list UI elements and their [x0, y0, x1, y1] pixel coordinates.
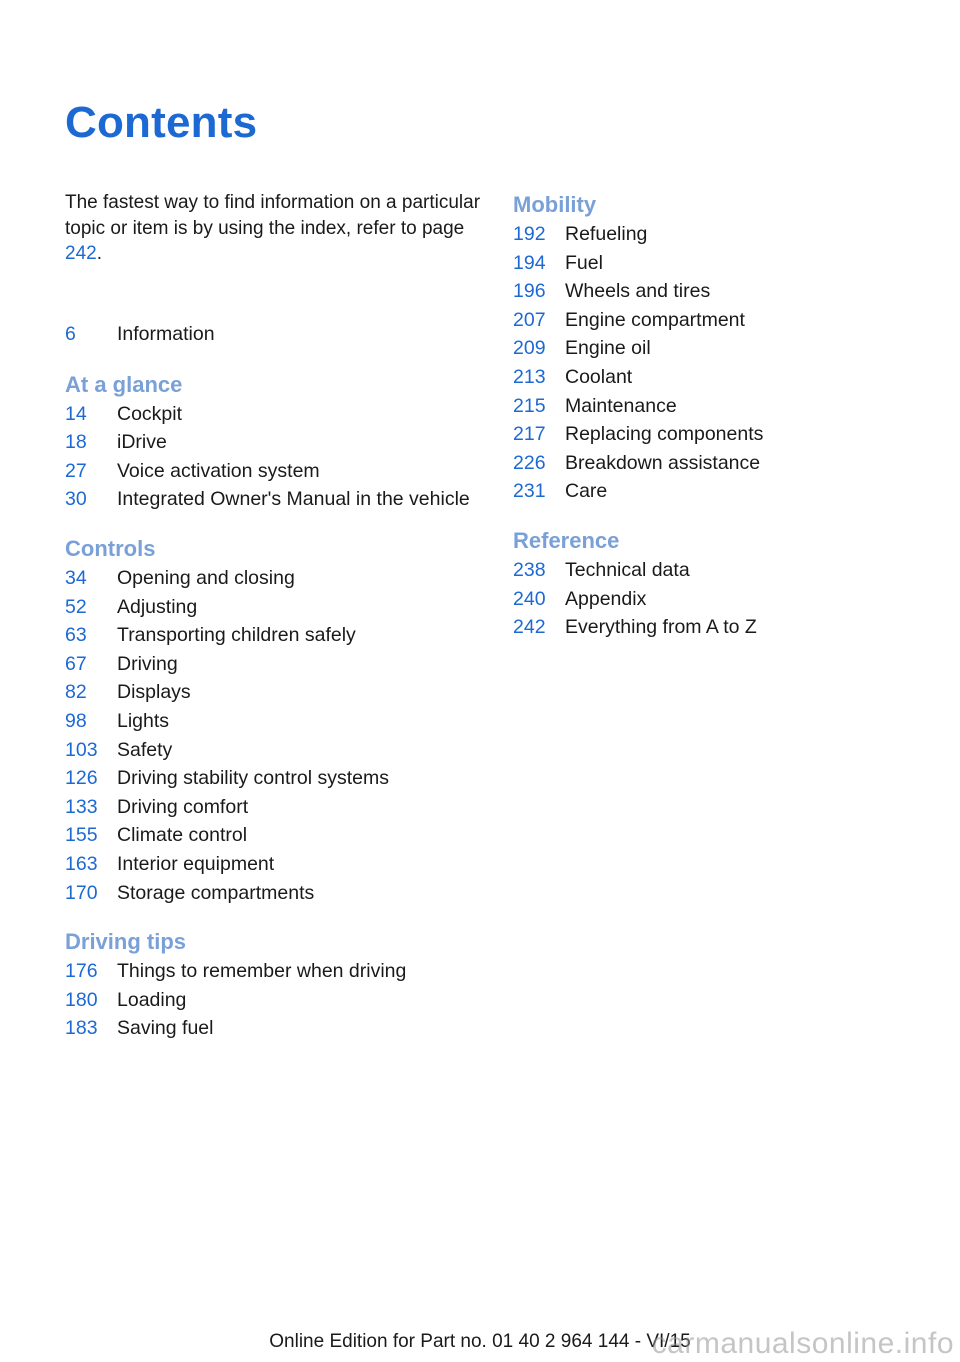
toc-page-number[interactable]: 217: [513, 423, 546, 446]
toc-page-number[interactable]: 207: [513, 308, 546, 331]
toc-page-number[interactable]: 63: [65, 624, 87, 647]
toc-section: [513, 190, 913, 506]
section-heading: Mobility: [513, 192, 597, 217]
toc-page-number[interactable]: 242: [513, 616, 546, 639]
toc-page-number[interactable]: 215: [513, 394, 546, 417]
toc-page-number[interactable]: 209: [513, 337, 546, 360]
toc-entry[interactable]: [513, 334, 913, 363]
toc-entry-title[interactable]: Driving stability control systems: [117, 767, 389, 790]
toc-entry[interactable]: [65, 485, 485, 514]
toc-list: [65, 957, 485, 1043]
toc-entry-title[interactable]: Appendix: [565, 587, 647, 610]
toc-page-number[interactable]: 192: [513, 223, 546, 245]
toc-page-number[interactable]: 155: [65, 824, 98, 847]
toc-entry[interactable]: [65, 850, 485, 879]
toc-entry[interactable]: [513, 249, 913, 278]
toc-entry-title[interactable]: Coolant: [565, 365, 633, 388]
toc-section: [513, 526, 913, 642]
toc-entry-title[interactable]: Engine compartment: [565, 308, 745, 331]
toc-entry-title[interactable]: Breakdown assistance: [565, 451, 761, 474]
intro-end: .: [96, 243, 102, 264]
section-heading: At a glance: [65, 371, 183, 397]
toc-entry-title[interactable]: Replacing components: [565, 423, 764, 446]
toc-page-number[interactable]: 6: [65, 323, 76, 345]
toc-section: [65, 534, 485, 907]
toc-entry-title[interactable]: Driving comfort: [117, 795, 249, 818]
toc-page-number[interactable]: 163: [65, 852, 98, 875]
toc-entry[interactable]: [513, 585, 913, 614]
toc-page-number[interactable]: 34: [65, 566, 87, 589]
toc-entry[interactable]: [65, 821, 485, 850]
toc-page-number[interactable]: 240: [513, 587, 546, 610]
toc-entry[interactable]: [513, 363, 913, 392]
toc-entry-title[interactable]: Integrated Owner's Manual in the vehicle: [117, 488, 470, 511]
toc-entry[interactable]: [65, 986, 485, 1015]
toc-entry-title[interactable]: Care: [565, 480, 608, 503]
toc-page-number[interactable]: 126: [65, 767, 98, 790]
toc-page-number[interactable]: 67: [65, 652, 87, 675]
toc-entry-title[interactable]: Safety: [117, 738, 173, 761]
right-column: [513, 190, 913, 662]
toc-entry-title[interactable]: Interior equipment: [117, 852, 275, 875]
toc-entry-title[interactable]: Everything from A to Z: [565, 616, 757, 639]
toc-page-number[interactable]: 133: [65, 795, 98, 818]
toc-entry-title[interactable]: Opening and closing: [117, 566, 295, 589]
toc-page-number[interactable]: 231: [513, 480, 546, 503]
toc-entry-title[interactable]: Driving: [117, 652, 178, 675]
toc-entry[interactable]: [65, 400, 485, 429]
left-sections: [65, 370, 485, 1043]
toc-entry-title[interactable]: Climate control: [117, 824, 248, 847]
toc-entry[interactable]: [65, 957, 485, 986]
toc-entry[interactable]: [65, 650, 485, 679]
section-heading: Controls: [65, 535, 156, 561]
toc-entry[interactable]: [513, 556, 913, 585]
toc-section: [65, 927, 485, 1043]
toc-entry-title[interactable]: Things to remember when driving: [117, 960, 407, 983]
toc-entry[interactable]: [65, 879, 485, 908]
toc-list: [513, 220, 913, 506]
toc-entry-title[interactable]: Lights: [117, 709, 170, 732]
toc-page-number[interactable]: 194: [513, 251, 546, 274]
section-heading: Driving tips: [65, 929, 187, 955]
toc-entry[interactable]: [65, 428, 485, 457]
watermark: carmanualsonline.info: [651, 1327, 954, 1360]
toc-entry-title[interactable]: Refueling: [565, 223, 648, 245]
left-column: [65, 190, 485, 1063]
toc-entry-title[interactable]: iDrive: [117, 431, 167, 454]
toc-page-number[interactable]: 196: [513, 280, 546, 303]
toc-entry-title[interactable]: Wheels and tires: [565, 280, 711, 303]
page-title: Contents: [65, 98, 258, 147]
toc-entry[interactable]: [513, 220, 913, 249]
toc-entry-title[interactable]: Loading: [117, 988, 187, 1011]
toc-entry-title[interactable]: Voice activation system: [117, 459, 320, 482]
toc-entry[interactable]: [65, 593, 485, 622]
toc-entry[interactable]: [513, 477, 913, 506]
toc-entry-title[interactable]: Saving fuel: [117, 1017, 214, 1040]
toc-entry-title[interactable]: Maintenance: [565, 394, 677, 417]
toc-page-number[interactable]: 103: [65, 738, 98, 761]
toc-entry[interactable]: [65, 564, 485, 593]
toc-page-number[interactable]: 213: [513, 365, 546, 388]
toc-page-number[interactable]: 98: [65, 709, 87, 732]
index-page-link[interactable]: 242: [65, 243, 97, 264]
toc-list: [513, 556, 913, 642]
toc-entry[interactable]: [513, 306, 913, 335]
toc-entry-title[interactable]: Displays: [117, 681, 191, 704]
toc-page-number[interactable]: 226: [513, 451, 546, 474]
toc-entry[interactable]: [513, 277, 913, 306]
toc-entry[interactable]: [65, 678, 485, 707]
toc-page-number[interactable]: 52: [65, 595, 87, 618]
toc-entry[interactable]: [65, 736, 485, 765]
toc-section: [65, 370, 485, 514]
toc-entry[interactable]: [65, 707, 485, 736]
toc-entry[interactable]: [65, 764, 485, 793]
toc-entry[interactable]: [513, 392, 913, 421]
toc-entry[interactable]: [65, 793, 485, 822]
toc-page-number[interactable]: 27: [65, 459, 87, 482]
toc-list: [65, 564, 485, 907]
section-heading: Reference: [513, 527, 620, 553]
toc-entry[interactable]: [513, 449, 913, 478]
right-sections: [513, 190, 913, 642]
toc-entry-title[interactable]: Adjusting: [117, 595, 198, 618]
toc-page-number[interactable]: 180: [65, 988, 98, 1011]
toc-entry[interactable]: [513, 613, 913, 642]
toc-entry[interactable]: [65, 1014, 485, 1043]
toc-page-number[interactable]: 183: [65, 1017, 98, 1040]
toc-entry-title[interactable]: Cockpit: [117, 402, 183, 425]
intro-text: The fastest way to find information on a particular topic or item is by using the index, refer to page: [65, 192, 481, 239]
toc-page-number[interactable]: 14: [65, 402, 87, 425]
toc-entry[interactable]: [65, 621, 485, 650]
toc-entry-title[interactable]: Technical data: [565, 558, 690, 581]
toc-entry-title[interactable]: Storage compartments: [117, 881, 315, 904]
toc-page-number[interactable]: 238: [513, 558, 546, 581]
toc-entry-title[interactable]: Information: [117, 323, 215, 345]
toc-entry-title[interactable]: Fuel: [565, 251, 603, 274]
toc-page-number[interactable]: 170: [65, 881, 98, 904]
intro-paragraph: [65, 190, 485, 320]
toc-page-number[interactable]: 82: [65, 681, 87, 704]
toc-page-number[interactable]: 30: [65, 488, 87, 511]
toc-entry-title[interactable]: Transporting children safely: [117, 624, 356, 647]
toc-entry[interactable]: [513, 420, 913, 449]
toc-list: [65, 400, 485, 514]
footer-edition-text: Online Edition for Part no. 01 40 2 964 144 - VI/15: [269, 1331, 691, 1352]
toc-page-number[interactable]: 176: [65, 960, 98, 983]
toc-entry[interactable]: [65, 457, 485, 486]
info-entry: [65, 320, 485, 349]
toc-entry-title[interactable]: Engine oil: [565, 337, 651, 360]
toc-entry-information[interactable]: [65, 320, 485, 349]
toc-page-number[interactable]: 18: [65, 431, 87, 454]
